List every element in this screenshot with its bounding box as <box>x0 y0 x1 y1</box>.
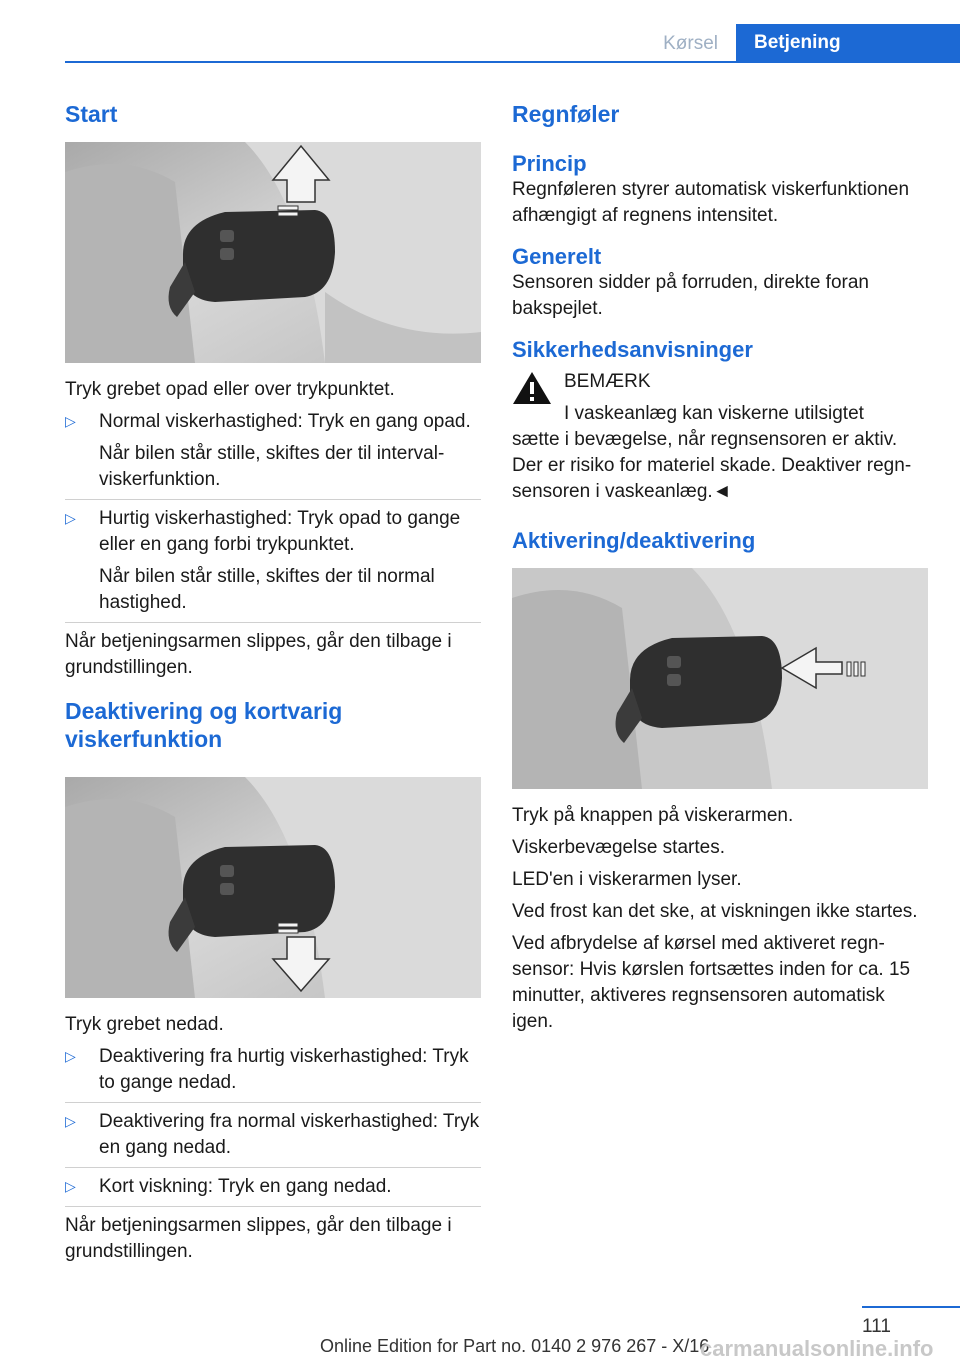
list-item <box>65 409 481 500</box>
list-item-text: Hurtig viskerhastighed: Tryk opad to gange eller en gang forbi trykpunktet. <box>99 508 461 555</box>
figure-stalk-down <box>65 777 481 998</box>
akt-line: Viskerbevægelse startes. <box>512 837 725 858</box>
generelt-text: Sensoren sidder på forruden, direkte foran bakspejlet. <box>512 272 869 319</box>
heading-aktivering: Aktivering/deaktivering <box>512 528 756 553</box>
page-number: 111 <box>862 1316 891 1337</box>
triangle-right-icon: ▷ <box>65 510 76 526</box>
heading-generelt: Generelt <box>512 244 602 269</box>
edition-note: Online Edition for Part no. 0140 2 976 267 - X/16 <box>320 1336 710 1356</box>
heading-start: Start <box>65 101 118 127</box>
list-item-note: Når bilen står stille, skiftes der til normal hastighed. <box>99 566 435 613</box>
watermark: carmanualsonline.info <box>700 1336 934 1361</box>
figure-stalk-button <box>512 568 928 789</box>
triangle-right-icon: ▷ <box>65 1178 76 1194</box>
warning-text-rest: sætte i bevægelse, når regnsensoren er aktiv. Der er risiko for materiel skade. Deaktiver regnsensoren i vaskeanlæg.◄ <box>512 429 912 502</box>
start-list <box>65 409 481 623</box>
princip-text: Regnføleren styrer automatisk viskerfunktionen afhængigt af regnens intensitet. <box>512 179 910 226</box>
list-item <box>65 1174 481 1207</box>
heading-deaktivering: Deaktivering og kortvarig viskerfunktion <box>65 698 343 752</box>
warning-triangle-icon <box>512 371 552 405</box>
tab-betjening[interactable]: Betjening <box>736 24 960 62</box>
list-item-text: Kort viskning: Tryk en gang nedad. <box>99 1176 392 1197</box>
figure-stalk-up <box>65 142 481 363</box>
right-column <box>512 100 928 1035</box>
akt-line: LED'en i viskerarmen lyser. <box>512 869 742 890</box>
list-item-note: Når bilen står stille, skiftes der til intervalviskerfunktion. <box>99 443 445 490</box>
tab-korsel[interactable]: Kørsel <box>663 33 718 54</box>
akt-line: Ved afbrydelse af kørsel med aktiveret regnsensor: Hvis kørslen fortsættes inden for ca. 15 minutter, aktiveres regnsensoren automatisk igen. <box>512 933 911 1032</box>
footer-rule <box>862 1306 960 1308</box>
warning-label: BEMÆRK <box>564 371 651 392</box>
start-intro: Tryk grebet opad eller over trykpunktet. <box>65 379 395 400</box>
heading-regnfoler: Regnføler <box>512 101 620 127</box>
list-item <box>65 1109 481 1168</box>
start-outro: Når betjeningsarmen slippes, går den tilbage i grundstillingen. <box>65 631 452 678</box>
deakt-list <box>65 1044 481 1207</box>
left-column <box>65 100 481 1265</box>
list-item <box>65 1044 481 1103</box>
warning-text-first: I vaskeanlæg kan viskerne utilsigtet <box>564 403 864 424</box>
akt-line: Tryk på knappen på viskerarmen. <box>512 805 794 826</box>
triangle-right-icon: ▷ <box>65 1048 76 1064</box>
list-item-text: Deaktivering fra normal viskerhastighed: Tryk en gang nedad. <box>99 1111 480 1158</box>
triangle-right-icon: ▷ <box>65 413 76 429</box>
heading-princip: Princip <box>512 151 587 176</box>
warning-notice <box>512 369 928 505</box>
list-item <box>65 506 481 623</box>
triangle-right-icon: ▷ <box>65 1113 76 1129</box>
list-item-text: Normal viskerhastighed: Tryk en gang opad. <box>99 411 471 432</box>
header-rule <box>65 61 960 63</box>
list-item-text: Deaktivering fra hurtig viskerhastighed: Tryk to gange nedad. <box>99 1046 469 1093</box>
deakt-outro: Når betjeningsarmen slippes, går den tilbage i grundstillingen. <box>65 1215 452 1262</box>
akt-line: Ved frost kan det ske, at viskningen ikke startes. <box>512 901 918 922</box>
heading-sikkerhed: Sikkerhedsanvisninger <box>512 337 753 362</box>
deakt-intro: Tryk grebet nedad. <box>65 1014 224 1035</box>
